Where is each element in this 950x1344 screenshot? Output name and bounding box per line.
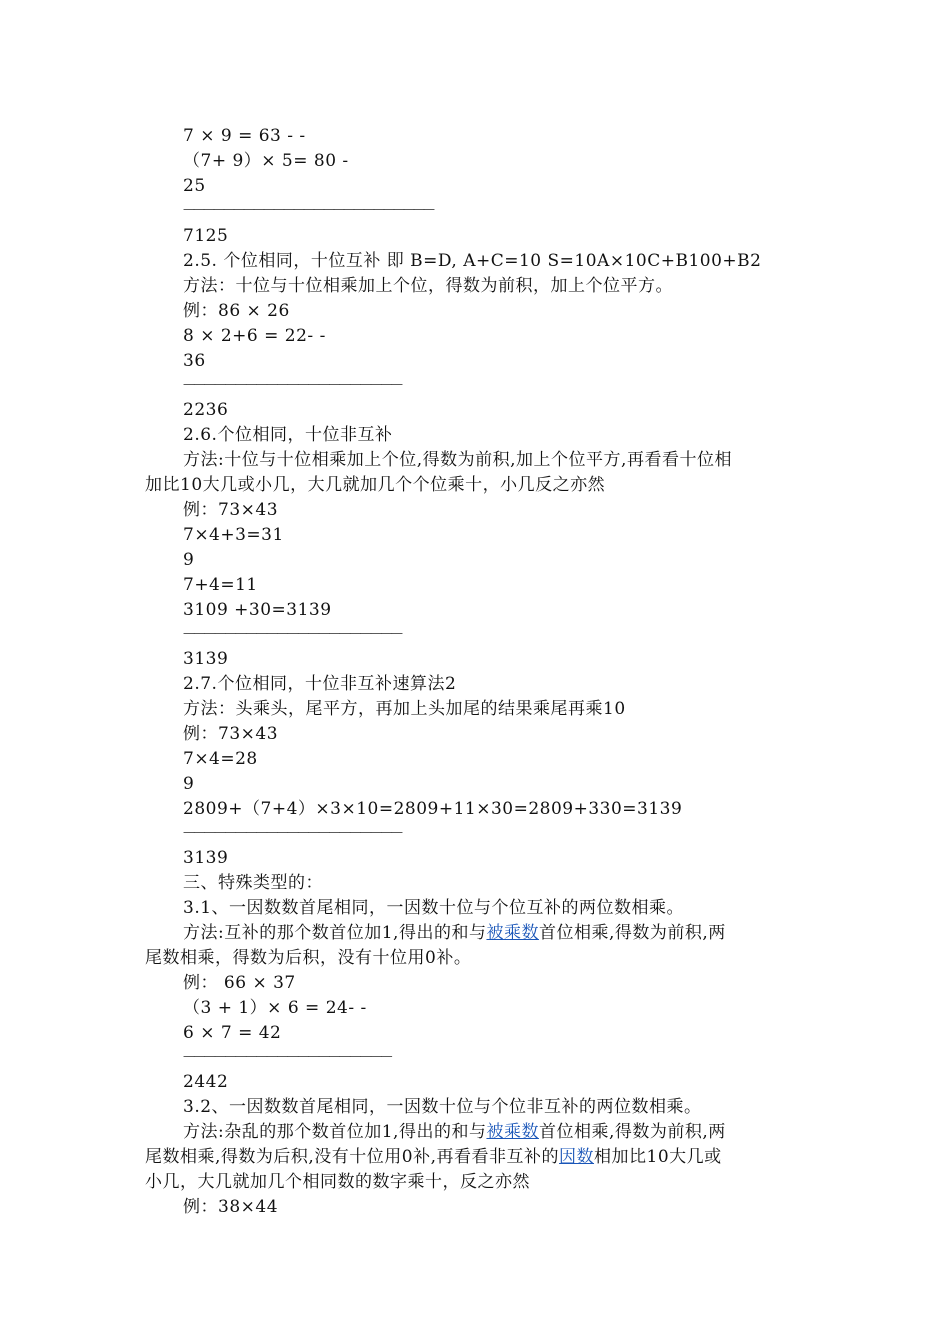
text-line	[145, 1146, 722, 1168]
text-line	[183, 1121, 726, 1143]
text-line: 2236	[183, 400, 229, 420]
text-line: 7×4+3=31	[183, 525, 284, 545]
text-segment: 首位相乘,得数为前积,两	[538, 923, 726, 943]
divider-line: ————————————————————	[183, 1049, 392, 1063]
divider-line: —————————————————————	[183, 377, 402, 391]
section-heading: 三、特殊类型的：	[183, 873, 323, 893]
text-line: 9	[183, 774, 195, 794]
section-heading: 2.5. 个位相同，十位互补 即 B=D, A+C=10 S=10A×10C+B100+B2	[183, 251, 762, 271]
text-line: 例：86 × 26	[183, 301, 290, 321]
text-line: 2442	[183, 1072, 229, 1092]
text-line: 25	[183, 176, 206, 196]
text-line: 7×4=28	[183, 749, 258, 769]
text-line: 方法:十位与十位相乘加上个位,得数为前积,加上个位平方,再看看十位相	[183, 450, 732, 470]
text-line: 8 × 2+6 = 22- -	[183, 326, 326, 346]
text-line	[183, 922, 726, 944]
text-line: 例：38×44	[183, 1197, 279, 1217]
multiplicand-link[interactable]: 被乘数	[486, 923, 539, 943]
text-line: 3139	[183, 848, 229, 868]
factor-link[interactable]: 因数	[559, 1147, 595, 1167]
text-segment: 首位相乘,得数为前积,两	[538, 1122, 726, 1142]
text-line: 7 × 9 = 63 - -	[183, 126, 306, 146]
text-line: 小几，大几就加几个相同数的数字乘十，反之亦然	[145, 1172, 530, 1192]
section-heading: 3.1、一因数数首尾相同，一因数十位与个位互补的两位数相乘。	[183, 898, 685, 918]
multiplicand-link[interactable]: 被乘数	[486, 1122, 539, 1142]
text-line: 方法：十位与十位相乘加上个位，得数为前积，加上个位平方。	[183, 276, 673, 296]
text-line: 2809+（7+4）×3×10=2809+11×30=2809+330=3139	[183, 799, 683, 819]
text-segment: 尾数相乘,得数为后积,没有十位用0补,再看看非互补的	[145, 1147, 560, 1167]
text-line: 3109 +30=3139	[183, 600, 332, 620]
text-line: 例：73×43	[183, 724, 279, 744]
text-line: 9	[183, 550, 195, 570]
text-line: （7+ 9）× 5= 80 -	[183, 151, 349, 171]
divider-line: —————————————————————	[183, 626, 402, 640]
text-segment: 方法:杂乱的那个数首位加1,得出的和与	[183, 1122, 487, 1142]
section-heading: 2.6.个位相同，十位非互补	[183, 425, 393, 445]
text-segment: 相加比10大几或	[594, 1147, 722, 1167]
text-line: 7+4=11	[183, 575, 258, 595]
divider-line: —————————————————————	[183, 825, 402, 839]
text-line: 7125	[183, 226, 229, 246]
section-heading: 3.2、一因数数首尾相同，一因数十位与个位非互补的两位数相乘。	[183, 1097, 702, 1117]
section-heading: 2.7.个位相同，十位非互补速算法2	[183, 674, 457, 694]
divider-line: —————————————————————————	[183, 202, 433, 216]
text-line: 3139	[183, 649, 229, 669]
text-line: 例： 66 × 37	[183, 973, 296, 993]
text-line: 例：73×43	[183, 500, 279, 520]
text-line: 加比10大几或小几，大几就加几个个位乘十，小几反之亦然	[145, 475, 606, 495]
text-line: 尾数相乘，得数为后积，没有十位用0补。	[145, 948, 472, 968]
text-segment: 方法:互补的那个数首位加1,得出的和与	[183, 923, 487, 943]
text-line: （3 + 1）× 6 = 24- -	[183, 998, 367, 1018]
text-line: 6 × 7 = 42	[183, 1023, 282, 1043]
text-line: 方法：头乘头，尾平方，再加上头加尾的结果乘尾再乘10	[183, 699, 626, 719]
text-line: 36	[183, 351, 206, 371]
